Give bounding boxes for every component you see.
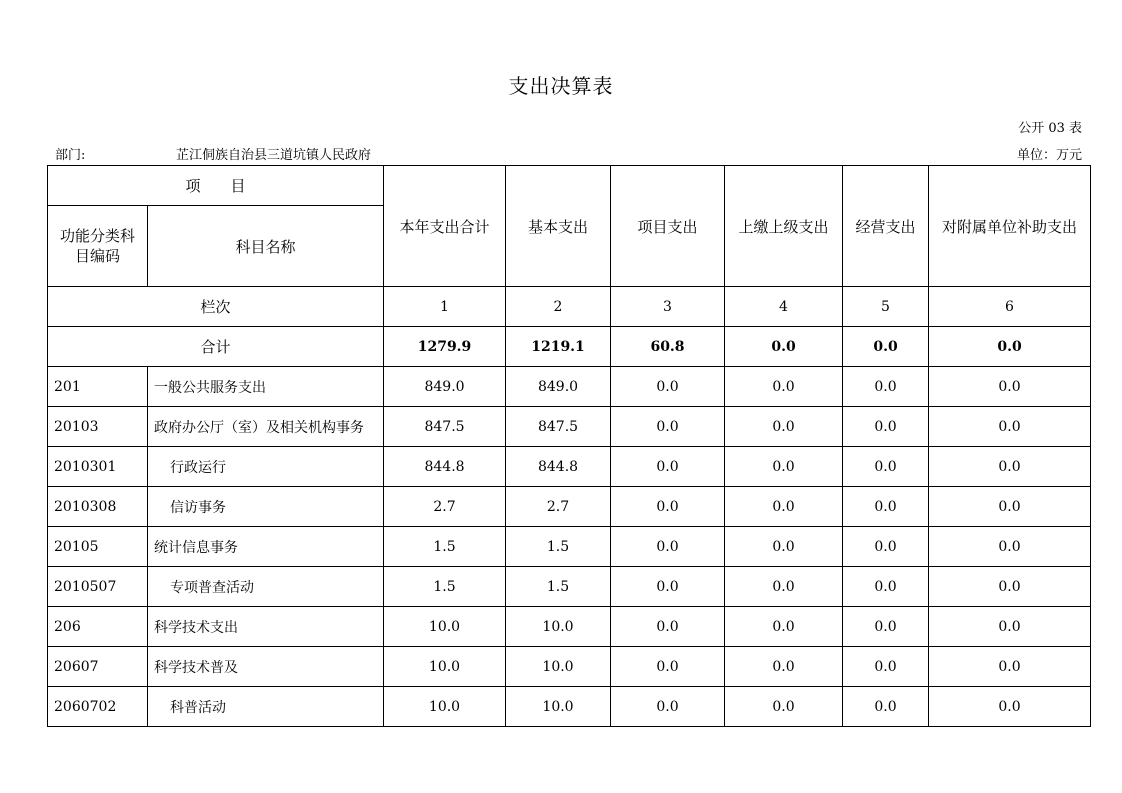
column-number: 3 [611,287,725,327]
row-name: 行政运行 [148,447,384,487]
row-value: 0.0 [611,687,725,727]
row-value: 2.7 [384,487,506,527]
row-value: 0.0 [611,567,725,607]
header-col-remit: 上缴上级支出 [725,166,843,287]
form-number: 公开 03 表 [1018,121,1082,136]
header-col-operating: 经营支出 [843,166,929,287]
row-value: 2.7 [506,487,611,527]
row-value: 0.0 [843,607,929,647]
row-value: 0.0 [725,687,843,727]
row-value: 0.0 [843,527,929,567]
row-value: 0.0 [843,567,929,607]
row-code: 2010308 [48,487,148,527]
total-label: 合计 [48,327,384,367]
row-name: 信访事务 [148,487,384,527]
row-code: 2010301 [48,447,148,487]
row-value: 0.0 [929,607,1091,647]
row-code: 20103 [48,407,148,447]
row-code: 201 [48,367,148,407]
table-row [48,367,1091,407]
row-value: 0.0 [611,407,725,447]
column-number: 6 [929,287,1091,327]
row-value: 0.0 [929,407,1091,447]
row-value: 0.0 [929,527,1091,567]
row-name: 政府办公厅（室）及相关机构事务 [148,407,384,447]
page-title: 支出决算表 [508,74,614,98]
total-value: 60.8 [611,327,725,367]
header-col-total: 本年支出合计 [384,166,506,287]
table-row [48,407,1091,447]
row-value: 0.0 [725,367,843,407]
row-value: 0.0 [843,487,929,527]
row-value: 844.8 [506,447,611,487]
expenditure-table [47,165,1091,727]
row-value: 0.0 [611,647,725,687]
total-value: 1279.9 [384,327,506,367]
row-value: 849.0 [384,367,506,407]
row-value: 0.0 [843,447,929,487]
row-value: 0.0 [929,487,1091,527]
table-row [48,687,1091,727]
row-value: 0.0 [929,687,1091,727]
row-value: 1.5 [506,527,611,567]
column-number: 2 [506,287,611,327]
total-value: 1219.1 [506,327,611,367]
row-value: 0.0 [843,687,929,727]
row-value: 847.5 [506,407,611,447]
total-value: 0.0 [725,327,843,367]
table-row [48,447,1091,487]
row-value: 10.0 [506,687,611,727]
total-value: 0.0 [843,327,929,367]
row-value: 0.0 [725,407,843,447]
row-value: 0.0 [843,367,929,407]
row-value: 10.0 [384,647,506,687]
row-value: 10.0 [506,647,611,687]
row-value: 0.0 [725,527,843,567]
row-value: 10.0 [384,687,506,727]
row-value: 0.0 [725,447,843,487]
row-value: 0.0 [929,567,1091,607]
row-value: 0.0 [725,647,843,687]
column-number: 5 [843,287,929,327]
row-value: 849.0 [506,367,611,407]
row-value: 844.8 [384,447,506,487]
row-value: 0.0 [611,447,725,487]
row-code: 206 [48,607,148,647]
row-value: 1.5 [384,527,506,567]
header-col-basic: 基本支出 [506,166,611,287]
row-name: 专项普查活动 [148,567,384,607]
row-value: 1.5 [384,567,506,607]
row-name: 科学技术支出 [148,607,384,647]
row-value: 0.0 [611,527,725,567]
row-code: 20607 [48,647,148,687]
row-value: 847.5 [384,407,506,447]
row-value: 0.0 [929,647,1091,687]
unit-label: 单位：万元 [1016,148,1082,163]
header-col-subsidy: 对附属单位补助支出 [929,166,1091,287]
row-value: 1.5 [506,567,611,607]
row-value: 0.0 [725,487,843,527]
column-number: 4 [725,287,843,327]
column-number-row [48,287,1091,327]
row-value: 10.0 [384,607,506,647]
column-number-label: 栏次 [48,287,384,327]
header-item: 项 目 [48,166,384,206]
table-row [48,607,1091,647]
row-name: 一般公共服务支出 [148,367,384,407]
row-value: 0.0 [725,567,843,607]
department-label: 部门: [55,148,86,163]
row-code: 20105 [48,527,148,567]
row-value: 0.0 [929,447,1091,487]
total-value: 0.0 [929,327,1091,367]
row-value: 0.0 [843,647,929,687]
row-value: 0.0 [611,367,725,407]
header-code: 功能分类科目编码 [48,206,148,287]
row-value: 0.0 [611,487,725,527]
table-row [48,527,1091,567]
header-col-project: 项目支出 [611,166,725,287]
row-value: 10.0 [506,607,611,647]
row-value: 0.0 [725,607,843,647]
table-row [48,567,1091,607]
row-value: 0.0 [929,367,1091,407]
row-value: 0.0 [611,607,725,647]
column-number: 1 [384,287,506,327]
table-row [48,647,1091,687]
row-name: 科普活动 [148,687,384,727]
header-row-1 [48,166,1091,206]
header-name: 科目名称 [148,206,384,287]
table-row [48,487,1091,527]
row-name: 科学技术普及 [148,647,384,687]
row-code: 2010507 [48,567,148,607]
row-code: 2060702 [48,687,148,727]
row-name: 统计信息事务 [148,527,384,567]
row-value: 0.0 [843,407,929,447]
total-row [48,327,1091,367]
department-name: 芷江侗族自治县三道坑镇人民政府 [176,148,372,163]
